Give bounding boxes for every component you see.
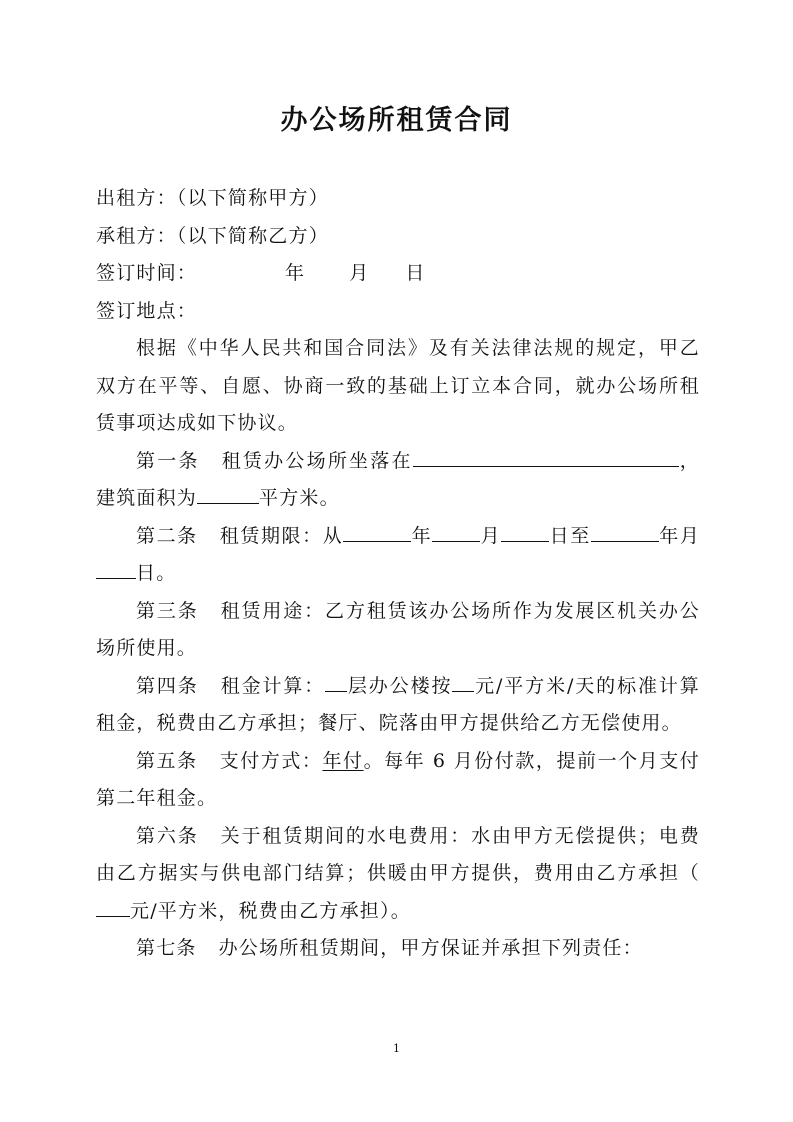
article-1-text-b: ，建筑面积为 bbox=[96, 449, 700, 509]
article-6 bbox=[96, 818, 700, 931]
article-7-text: 办公场所租赁期间，甲方保证并承担下列责任： bbox=[218, 937, 643, 959]
rent-price-blank bbox=[452, 671, 474, 692]
start-day-blank bbox=[501, 521, 549, 542]
article-2-text-a: 租赁期限：从 bbox=[219, 524, 344, 547]
document-body bbox=[96, 180, 700, 968]
article-2 bbox=[96, 518, 700, 593]
article-2-year-2: 年 bbox=[658, 524, 680, 547]
article-6-text-a: 关于租赁期间的水电费用：水由甲方无偿提供；电费由乙方据实与供电部门结算；供暖由甲方提供，费用由乙方承担（ bbox=[96, 824, 700, 884]
start-year-blank bbox=[343, 521, 411, 542]
location-blank bbox=[413, 446, 679, 467]
end-day-blank bbox=[96, 558, 136, 579]
payment-method: 年付 bbox=[322, 749, 364, 772]
article-4-text-b: 层办公楼按 bbox=[347, 674, 453, 697]
article-7 bbox=[96, 930, 700, 968]
article-1 bbox=[96, 443, 700, 518]
article-2-month: 月 bbox=[480, 524, 502, 547]
article-7-number: 第七条 bbox=[136, 937, 197, 959]
article-6-text-b: 元/平方米，税费由乙方承担）。 bbox=[130, 899, 411, 922]
sign-year: 年 bbox=[285, 262, 306, 284]
sign-day: 日 bbox=[405, 262, 426, 284]
article-1-text-c: 平方米。 bbox=[259, 487, 340, 509]
area-blank bbox=[197, 483, 259, 504]
article-4-text-c: 元/平方米/天的标准计算租金，税费由乙方承担；餐厅、院落由甲方提供给乙方无偿使用。 bbox=[96, 674, 700, 734]
page-number: 1 bbox=[393, 1042, 400, 1055]
sign-time-line bbox=[96, 255, 700, 293]
preamble: 根据《中华人民共和国合同法》及有关法律法规的规定，甲乙双方在平等、自愿、协商一致的基础上订立本合同，就办公场所租赁事项达成如下协议。 bbox=[96, 337, 700, 434]
lessor-line: 出租方：（以下简称甲方） bbox=[96, 187, 329, 209]
article-6-number: 第六条 bbox=[136, 824, 199, 847]
sign-month: 月 bbox=[349, 262, 370, 284]
sign-place-line: 签订地点： bbox=[96, 299, 198, 322]
article-1-number: 第一条 bbox=[136, 449, 200, 472]
end-year-blank bbox=[591, 521, 659, 542]
article-2-month-2: 月 bbox=[679, 524, 701, 547]
article-3-text: 租赁用途：乙方租赁该办公场所作为发展区机关办公场所使用。 bbox=[96, 599, 700, 659]
article-4-text-a: 租金计算： bbox=[220, 674, 326, 697]
article-3 bbox=[96, 593, 700, 668]
article-5-number: 第五条 bbox=[136, 749, 198, 772]
sign-time-label: 签订时间： bbox=[96, 262, 198, 284]
lessee-line: 承租方：（以下简称乙方） bbox=[96, 224, 329, 247]
article-3-number: 第三条 bbox=[136, 599, 199, 622]
article-5-text-c: 。每年 6 月份付款，提前一个月支付第二年租金。 bbox=[96, 749, 700, 809]
article-4-number: 第四条 bbox=[136, 674, 199, 697]
article-5 bbox=[96, 743, 700, 818]
heating-price-blank bbox=[96, 896, 130, 917]
document-title: 办公场所租赁合同 bbox=[280, 105, 513, 136]
start-month-blank bbox=[432, 521, 480, 542]
article-1-text-a: 租赁办公场所坐落在 bbox=[221, 449, 413, 472]
article-4 bbox=[96, 668, 700, 743]
article-2-day-2: 日。 bbox=[136, 562, 177, 584]
article-2-year: 年 bbox=[411, 524, 433, 547]
article-2-day-to: 日至 bbox=[549, 524, 591, 547]
floor-blank bbox=[325, 671, 347, 692]
article-2-number: 第二条 bbox=[136, 524, 198, 547]
article-5-text-a: 支付方式： bbox=[219, 749, 323, 772]
